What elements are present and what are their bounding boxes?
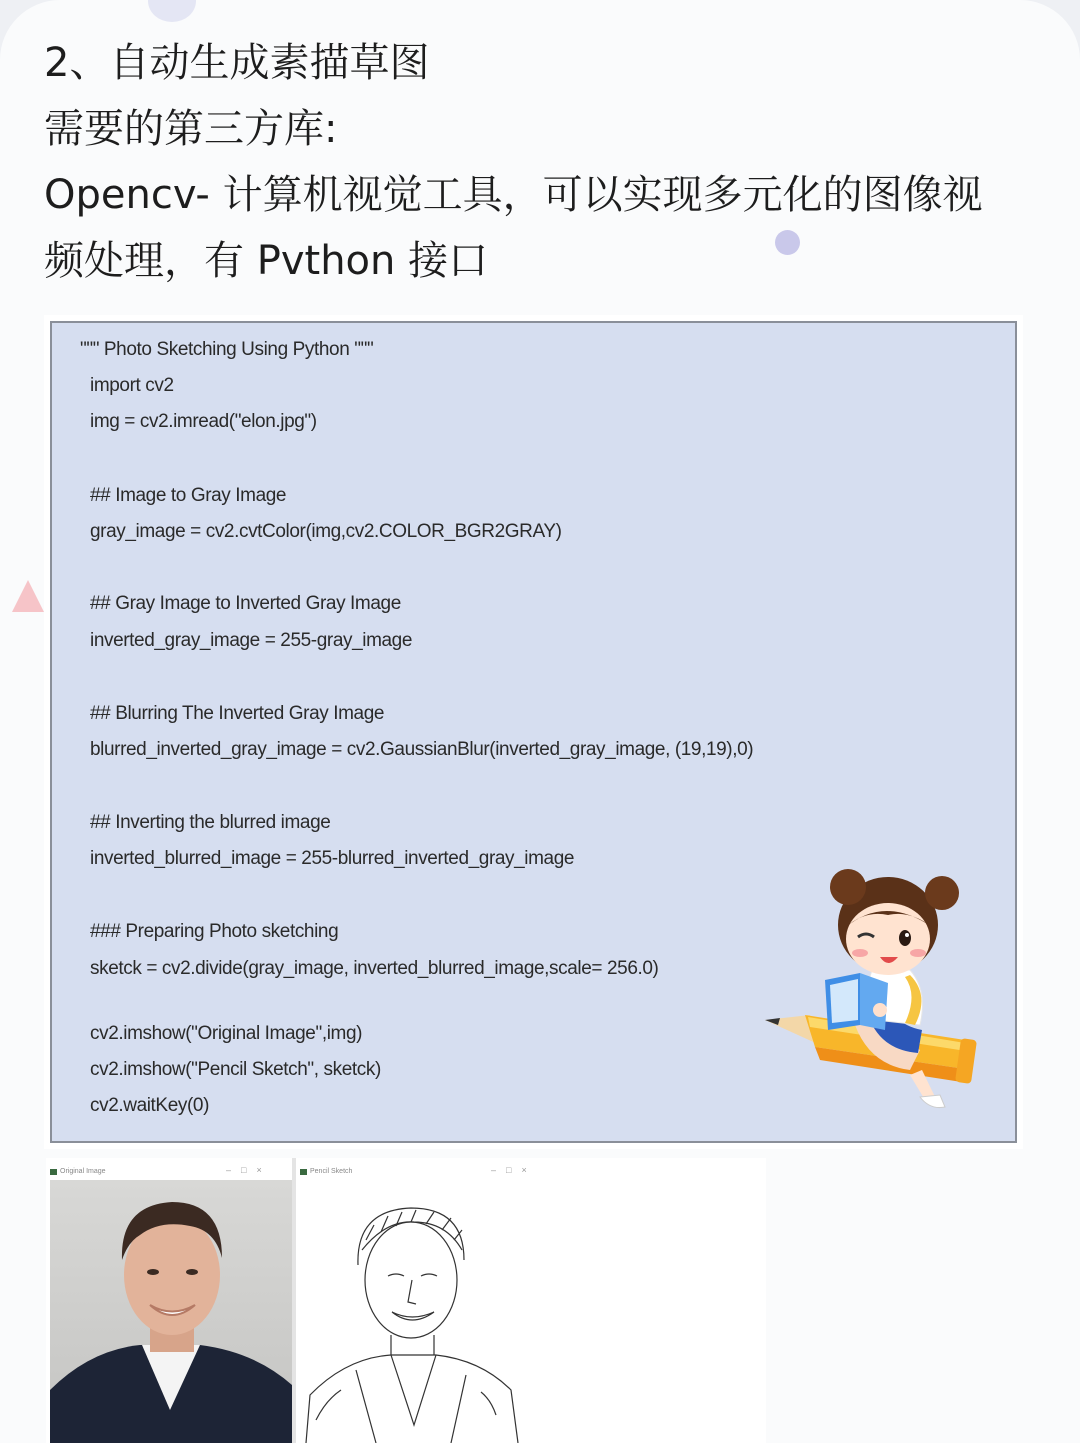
code-line-blur: blurred_inverted_gray_image = cv2.GaussianBlur(inverted_gray_image, (19,19),0) <box>90 739 754 760</box>
code-line-docstring: """ Photo Sketching Using Python """ <box>80 339 374 360</box>
code-line-imshow-sketch: cv2.imshow("Pencil Sketch", sketck) <box>90 1059 381 1080</box>
cartoon-girl-pencil-illustration <box>760 865 985 1115</box>
intro-text <box>44 30 1034 294</box>
heading-library-label: 需要的第三方库: <box>44 106 338 152</box>
code-line-invert-blur: inverted_blurred_image = 255-blurred_inverted_gray_image <box>90 848 575 869</box>
code-line-waitkey: cv2.waitKey(0) <box>90 1095 209 1116</box>
code-line-comment-invert-blur: ## Inverting the blurred image <box>90 812 331 833</box>
window-logo-icon <box>50 1169 57 1175</box>
code-line-import: import cv2 <box>90 375 174 396</box>
heading-opencv-desc: Opencv- 计算机视觉工具，可以实现多元化的图像视 <box>44 172 983 218</box>
heading-title: 2、自动生成素描草图 <box>44 40 430 86</box>
code-line-comment-gray: ## Image to Gray Image <box>90 485 287 506</box>
code-line-imread: img = cv2.imread("elon.jpg") <box>90 411 317 432</box>
original-portrait-image <box>50 1180 292 1443</box>
window-logo-icon <box>300 1169 307 1175</box>
code-line-divide: sketck = cv2.divide(gray_image, inverted_blurred_image,scale= 256.0) <box>90 958 659 979</box>
code-line-imshow-original: cv2.imshow("Original Image",img) <box>90 1023 363 1044</box>
window-controls-icon[interactable]: –□× <box>226 1165 272 1175</box>
decorative-dot <box>148 0 196 22</box>
code-line-comment-sketch: ### Preparing Photo sketching <box>90 921 339 942</box>
sketch-window-titlebar <box>296 1162 536 1182</box>
pencil-sketch-image <box>296 1180 536 1443</box>
decorative-triangle <box>12 580 44 612</box>
code-line-cvtcolor: gray_image = cv2.cvtColor(img,cv2.COLOR_BGR2GRAY) <box>90 521 562 542</box>
original-window-title: Original Image <box>60 1168 106 1175</box>
sketch-window-title: Pencil Sketch <box>310 1168 353 1175</box>
original-window-titlebar <box>46 1162 292 1182</box>
heading-opencv-desc-cont: 频处理，有 Pvthon 接口 <box>44 238 489 284</box>
code-line-comment-blur: ## Blurring The Inverted Gray Image <box>90 703 385 724</box>
result-windows <box>46 1158 766 1443</box>
code-line-comment-invert: ## Gray Image to Inverted Gray Image <box>90 593 401 614</box>
code-line-invert: inverted_gray_image = 255-gray_image <box>90 630 412 651</box>
window-controls-icon[interactable]: –□× <box>491 1165 537 1175</box>
